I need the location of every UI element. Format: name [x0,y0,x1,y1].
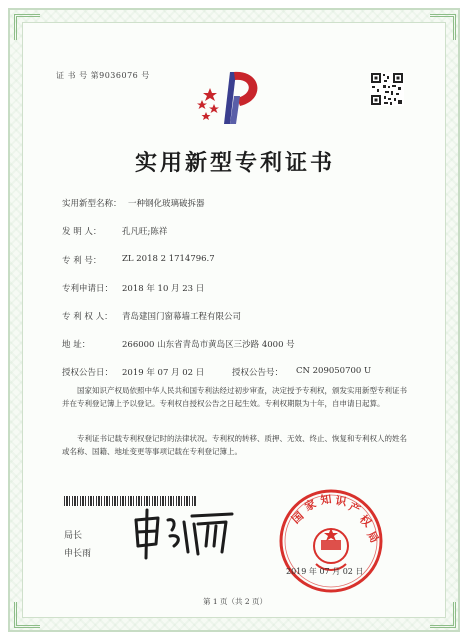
seal-date: 2019 年 07 月 02 日 [286,567,364,576]
svg-text:家: 家 [302,497,319,514]
grant-number-label: 授权公告号： [232,368,284,378]
corner-ornament-top-left [14,14,40,40]
filing-date-label: 专利申请日： [62,284,114,294]
filing-date-value: 2018 年 10 月 23 日 [122,284,205,294]
grant-date-value: 2019 年 07 月 02 日 [122,368,205,378]
patentee-label: 专 利 权 人： [62,312,113,322]
qr-code-icon [370,72,404,106]
utility-name-label: 实用新型名称： [62,199,122,209]
barcode-icon [64,496,196,506]
address-value: 266000 山东省青岛市黄岛区三沙路 4000 号 [122,340,295,350]
patentee-value: 青岛建国门窗幕墙工程有限公司 [122,312,242,322]
svg-text:局: 局 [364,529,382,546]
svg-text:产: 产 [346,500,363,517]
svg-text:国: 国 [289,509,307,527]
grant-number-value: CN 209050700 U [296,366,372,376]
patent-number-label: 专 利 号： [62,256,102,266]
official-seal-stamp [278,488,384,594]
svg-text:识: 识 [334,494,348,509]
certificate-number: 证 书 号 第9036076 号 [56,71,150,80]
address-label: 地 址： [62,340,91,350]
legal-status-paragraph: 专利证书记载专利权登记时的法律状况。专利权的转移、质押、无效、终止、恢复和专利权人的姓名或名称、国籍、地址变更等事项记载在专利登记簿上。 [62,434,407,456]
inventor-label: 发 明 人： [62,227,102,237]
page-number: 第 1 页（共 2 页） [202,597,268,606]
patent-number-value: ZL 2018 2 1714796.7 [122,254,215,264]
director-signature [128,506,238,560]
utility-name-value: 一种钢化玻璃破拆器 [128,199,205,209]
grant-date-label: 授权公告日： [62,368,114,378]
grant-statement-paragraph: 国家知识产权局依照中华人民共和国专利法经过初步审查，决定授予专利权，颁发实用新型专利证书并在专利登记簿上予以登记。专利权自授权公告之日起生效。专利权期限为十年，自申请日起算。 [62,386,407,408]
director-name-label: 申长雨 [64,549,92,559]
corner-ornament-top-right [430,14,456,40]
director-title-label: 局长 [64,531,83,541]
svg-text:权: 权 [356,512,374,530]
cnipa-emblem-icon [196,66,268,126]
certificate-title: 实用新型专利证书 [134,150,335,176]
svg-text:知: 知 [319,492,333,507]
inventor-value: 孔凡旺;陈祥 [122,227,168,237]
